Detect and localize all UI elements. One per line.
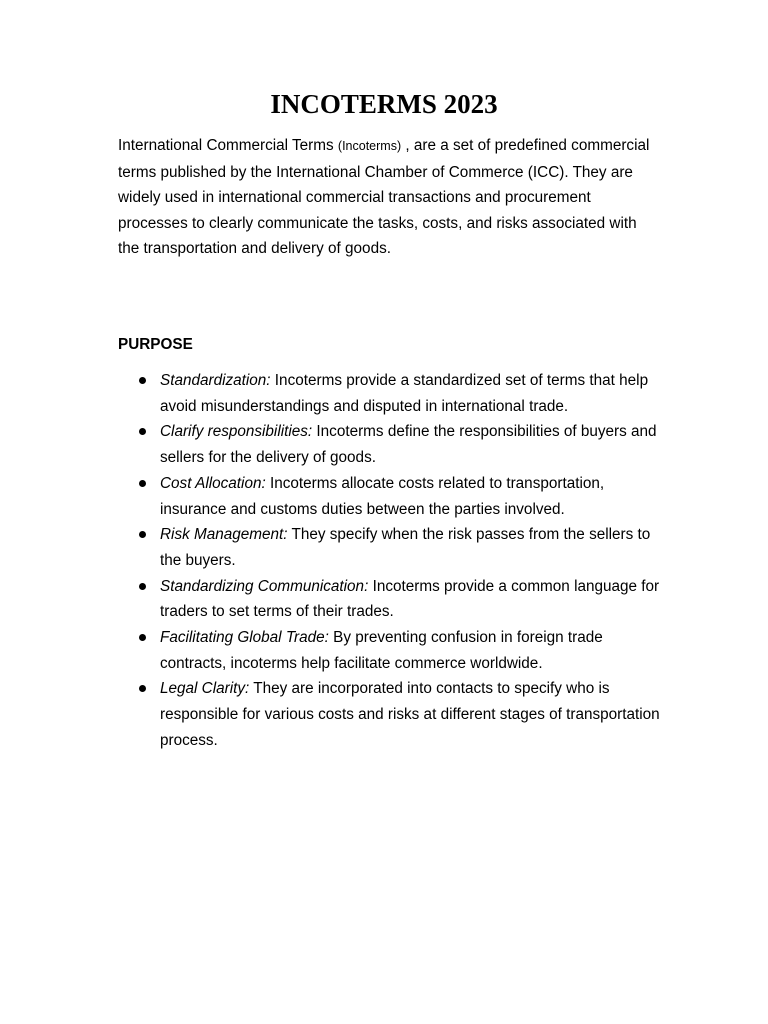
list-item bbox=[160, 471, 660, 522]
list-item-text: Incoterms allocate costs related to transportation, insurance and customs duties between the parties involved. bbox=[160, 474, 605, 518]
intro-text-start: International Commercial Terms bbox=[118, 137, 338, 154]
intro-abbreviation: (Incoterms) bbox=[337, 139, 402, 153]
bullet-icon bbox=[139, 428, 146, 435]
list-item-term: Clarify responsibilities: bbox=[160, 423, 313, 441]
bullet-icon bbox=[139, 583, 146, 590]
list-item-term: Cost Allocation: bbox=[160, 474, 266, 492]
list-item-text: They are incorporated into contacts to specify who is responsible for various costs and risks at different stages of transportation process. bbox=[160, 680, 660, 749]
list-item bbox=[160, 574, 660, 625]
list-item-text: By preventing confusion in foreign trade contracts, incoterms help facilitate commerce worldwide. bbox=[160, 629, 603, 672]
bullet-icon bbox=[139, 377, 146, 384]
list-item-term: Risk Management: bbox=[160, 526, 288, 544]
bullet-icon bbox=[139, 480, 146, 487]
document-title: INCOTERMS 2023 bbox=[270, 89, 498, 119]
list-item bbox=[160, 676, 660, 753]
list-item-term: Standardizing Communication: bbox=[160, 577, 369, 595]
bullet-icon bbox=[139, 685, 146, 692]
list-item-term: Standardization: bbox=[160, 372, 271, 389]
purpose-list bbox=[160, 368, 660, 754]
list-item bbox=[160, 419, 660, 470]
list-item-text: They specify when the risk passes from the sellers to the buyers. bbox=[160, 526, 651, 569]
bullet-icon bbox=[139, 531, 146, 538]
list-item bbox=[160, 625, 660, 676]
intro-text-rest: , are a set of predefined commercial terms published by the International Chamber of Commerce (ICC). They are widely used in international commercial transactions and procurement processes to clearly communicate the tasks, costs, and risks associated with the transportation and delivery of goods. bbox=[118, 137, 650, 257]
bullet-icon bbox=[139, 634, 146, 641]
list-item-text: Incoterms provide a common language for traders to set terms of their trades. bbox=[160, 577, 660, 621]
list-item bbox=[160, 522, 660, 573]
list-item-term: Facilitating Global Trade: bbox=[160, 629, 329, 647]
list-item-term: Legal Clarity: bbox=[160, 680, 250, 698]
list-item bbox=[160, 368, 660, 419]
section-heading-purpose: PURPOSE bbox=[118, 336, 193, 353]
intro-paragraph bbox=[118, 133, 658, 262]
list-item-text: Incoterms provide a standardized set of terms that help avoid misunderstandings and disputed in international trade. bbox=[160, 372, 649, 415]
list-item-text: Incoterms define the responsibilities of buyers and sellers for the delivery of goods. bbox=[160, 423, 657, 467]
